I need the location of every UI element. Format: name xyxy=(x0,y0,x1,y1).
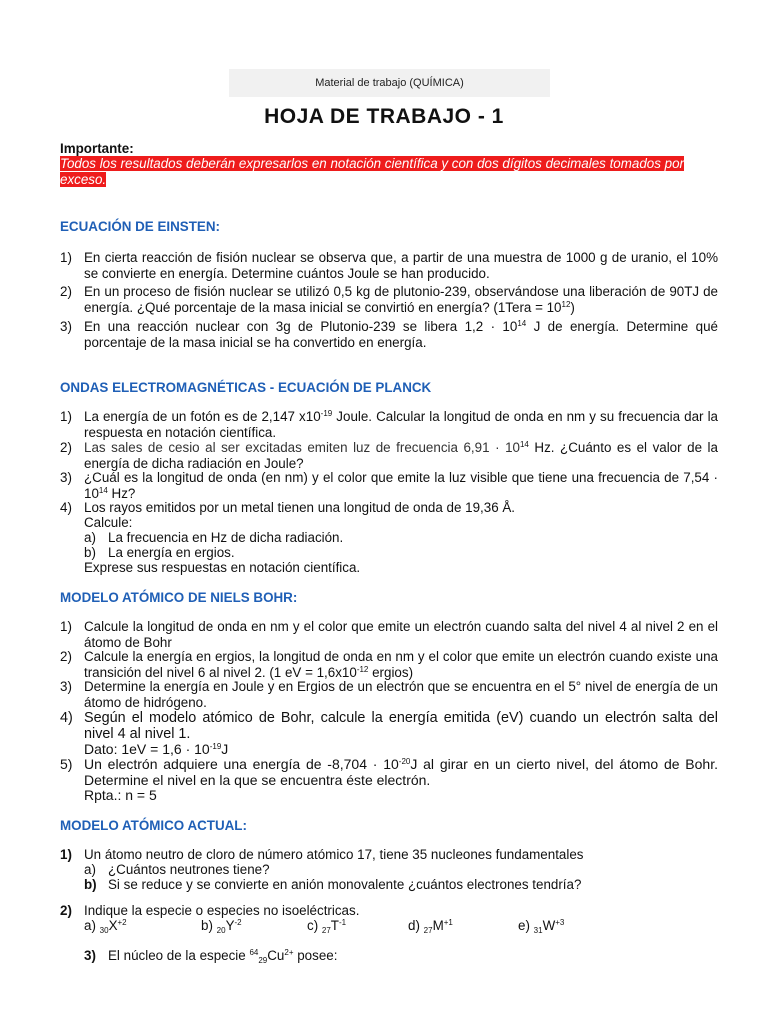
species-option-b: b) $_{20}Y^{-2}$ xyxy=(201,918,242,935)
bohr-dato: Dato: $1eV = 1,6 \cdot 10^{-19}J$ xyxy=(84,741,229,757)
species-option-e: e) $_{31}W^{+3}$ xyxy=(518,918,565,935)
planck-calcule: Calcule: xyxy=(84,515,133,530)
bohr-rpta: Rpta.: n = 5 xyxy=(84,787,157,803)
species-option-a: a) $_{30}X^{+2}$ xyxy=(84,918,127,935)
actual-question-1: 1) Un átomo neutro de cloro de número atómico 17, tiene 35 nucleones fundamentales xyxy=(60,847,584,862)
importante-label: Importante: xyxy=(60,141,134,156)
einstein-question-1: 1) En cierta reacción de fisión nuclear se observa que, a partir de una muestra de 1000 g de uranio, el 10% se convierte en energía. Determine cuántos Joule se han producido. xyxy=(60,250,718,281)
planck-exprese: Exprese sus respuestas en notación científica. xyxy=(84,560,361,575)
einstein-question-2: 2) En un proceso de fisión nuclear se utilizó 0,5 kg de plutonio-239, observándose una liberación de 90TJ de energía. ¿Qué porcentaje de la masa inicial se convirtió en energía? (1Tera = $10^{12}$) xyxy=(60,284,718,315)
planck-sub-b: b) La energía en ergios. xyxy=(84,545,235,560)
actual-q1-sub-b: b) Si se reduce y se convierte en anión monovalente ¿cuántos electrones tendría? xyxy=(84,877,582,892)
planck-question-1: 1) La energía de un fotón es de 2,147 $x10^{-19}$ Joule. Calcular la longitud de onda en nm y su frecuencia dar la respuesta en notación científica. xyxy=(60,409,718,440)
section-einstein-title: ECUACIÓN DE EINSTEN: xyxy=(60,219,220,234)
section-actual-title: MODELO ATÓMICO ACTUAL: xyxy=(60,818,247,833)
actual-q1-sub-a: a) ¿Cuántos neutrones tiene? xyxy=(84,862,270,877)
species-option-d: d) $_{27}M^{+1}$ xyxy=(408,918,453,935)
planck-question-4: 4) Los rayos emitidos por un metal tienen una longitud de onda de 19,36 Å. xyxy=(60,500,516,515)
actual-question-3: 3) El núcleo de la especie $^{64}_{29}Cu^{2+}$ posee: xyxy=(84,948,338,965)
planck-question-2: 2) Las sales de cesio al ser excitadas emiten luz de frecuencia $6,91 \cdot 10^{14}$ Hz. ¿Cuánto es el valor de la energía de dicha radiación en Joule? xyxy=(60,440,718,471)
bohr-question-4: 4) Según el modelo atómico de Bohr, calcule la energía emitida (eV) cuando un electrón salta del nivel 4 al nivel 1. xyxy=(60,710,718,743)
section-bohr-title: MODELO ATÓMICO DE NIELS BOHR: xyxy=(60,590,298,605)
material-header: Material de trabajo (QUÍMICA) xyxy=(229,69,550,97)
importante-note: Todos los resultados deberán expresarlos en notación científica y con dos dígitos decimales tomados por exceso. xyxy=(60,156,685,187)
document-title: HOJA DE TRABAJO - 1 xyxy=(264,105,504,128)
planck-sub-a: a) La frecuencia en Hz de dicha radiación. xyxy=(84,530,344,545)
bohr-question-2: 2) Calcule la energía en ergios, la longitud de onda en nm y el color que emite un electrón cuando existe una transición del nivel 6 al nivel 2. (1 eV = $1,6x10^{-12}$ ergios) xyxy=(60,649,718,680)
planck-question-3: 3) ¿Cuál es la longitud de onda (en nm) y el color que emite la luz visible que tiene una frecuencia de $7,54 \cdot 10^{14}$ Hz? xyxy=(60,470,718,501)
actual-question-2: 2) Indique la especie o especies no isoeléctricas. xyxy=(60,903,360,918)
species-option-c: c) $_{27}T^{-1}$ xyxy=(307,918,347,935)
section-planck-title: ONDAS ELECTROMAGNÉTICAS - ECUACIÓN DE PLANCK xyxy=(60,380,432,395)
einstein-question-3: 3) En una reacción nuclear con 3g de Plutonio-239 se libera $1,2 \cdot 10^{14}$ J de energía. Determine qué porcentaje de la masa inicial se ha convertido en energía. xyxy=(60,319,718,350)
bohr-question-5: 5) Un electrón adquiere una energía de $-8,704 \cdot 10^{-20}J$ al girar en un cierto nivel, del átomo de Bohr. Determine el nivel en la que se encuentra éste electrón. xyxy=(60,756,718,788)
bohr-question-3: 3) Determine la energía en Joule y en Ergios de un electrón que se encuentra en el 5° nivel de energía de un átomo de hidrógeno. xyxy=(60,679,718,710)
bohr-question-1: 1) Calcule la longitud de onda en nm y el color que emite un electrón cuando salta del nivel 4 al nivel 2 en el átomo de Bohr xyxy=(60,619,718,650)
